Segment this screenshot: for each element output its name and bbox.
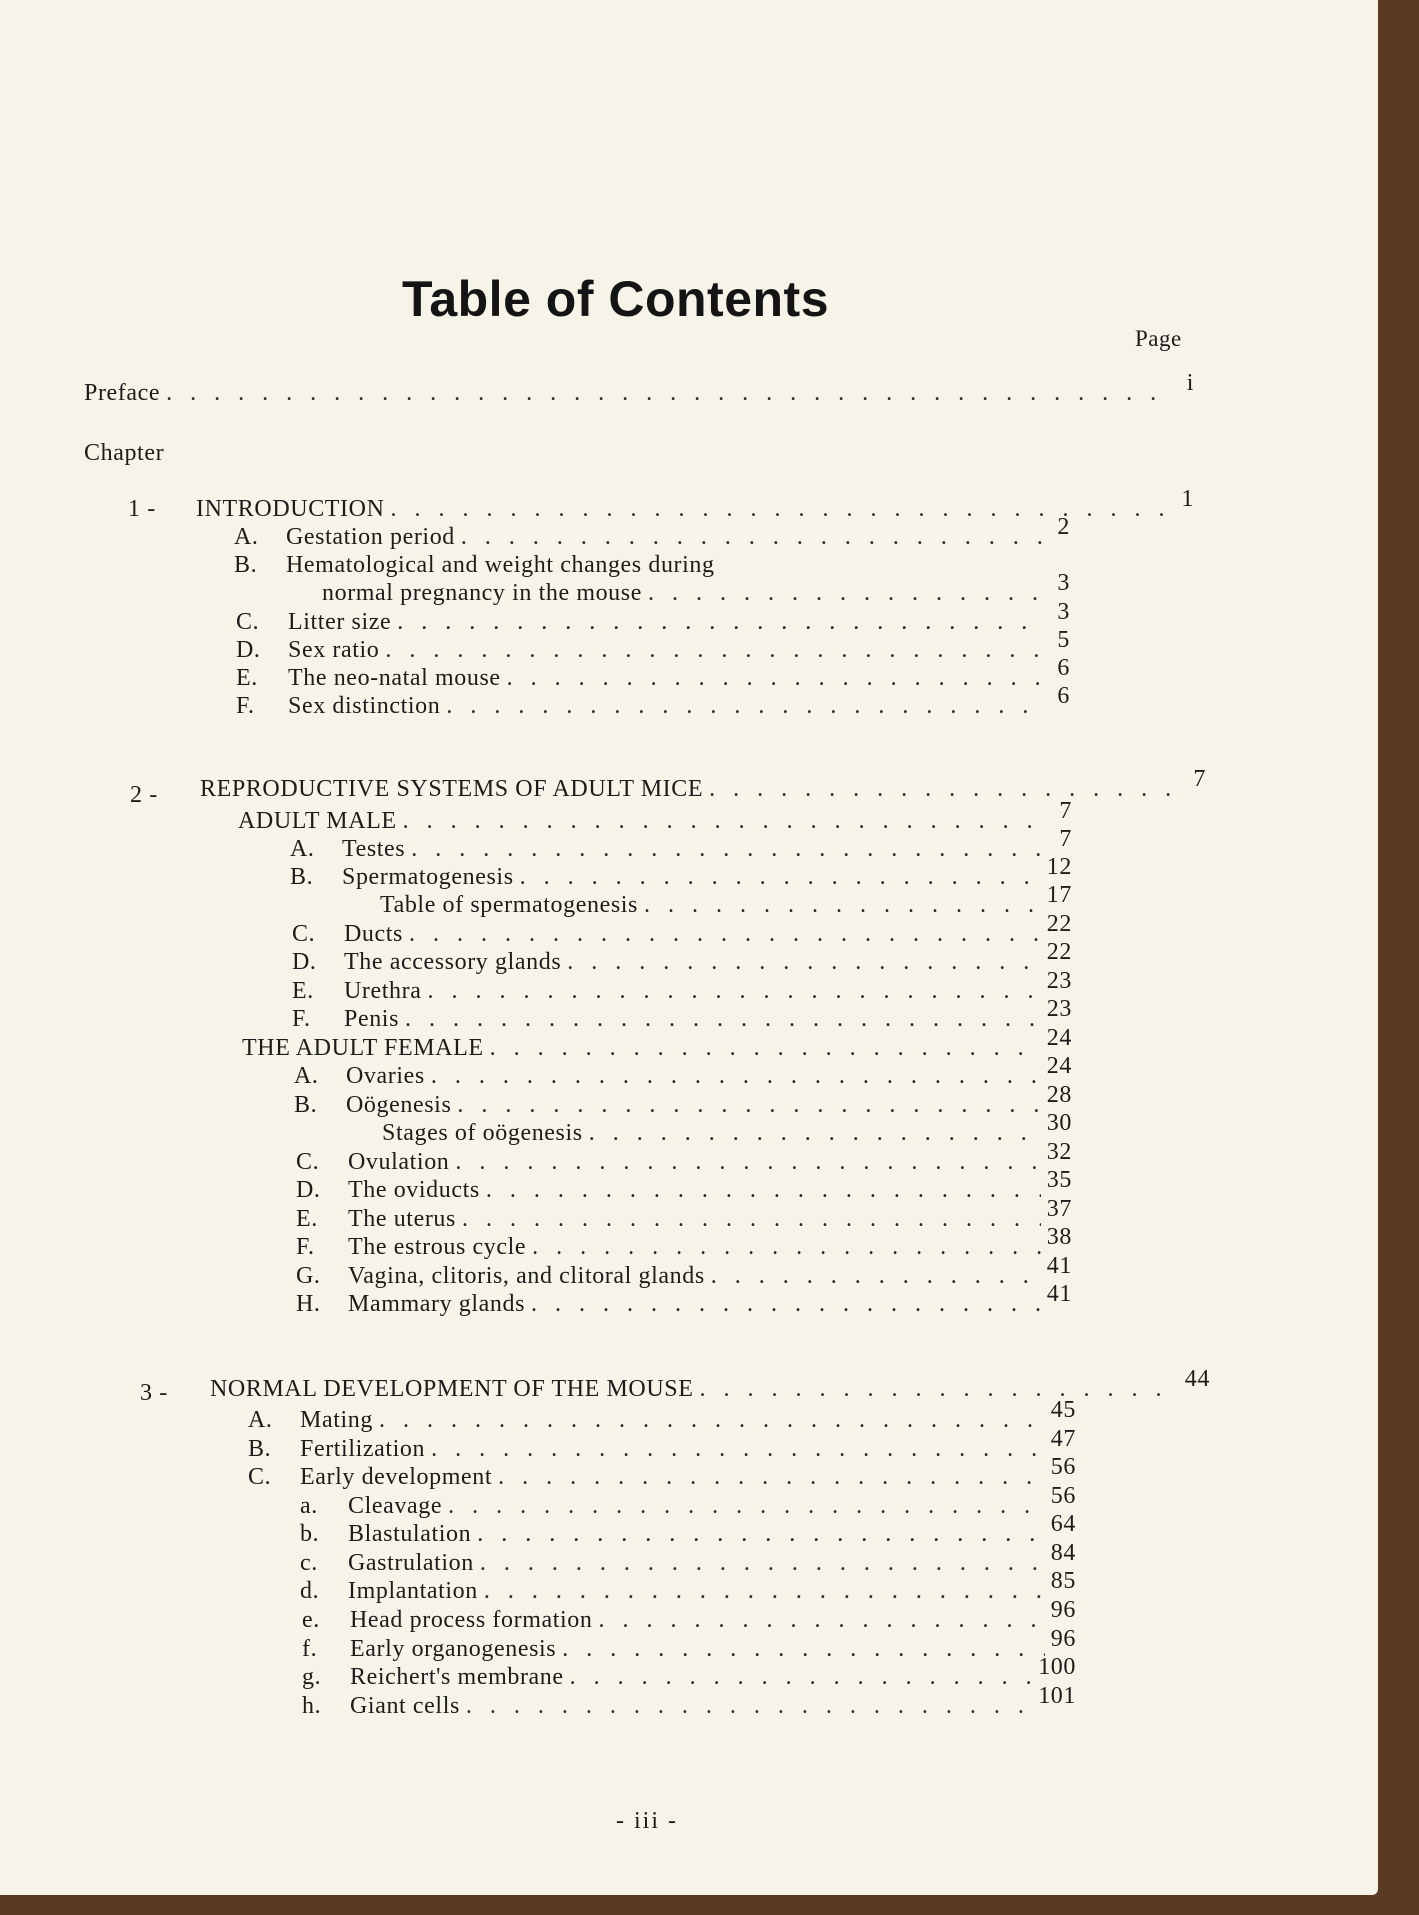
toc-label: Vagina, clitoris, and clitoral glands	[348, 1263, 705, 1289]
toc-marker: B.	[294, 1092, 318, 1118]
toc-label: Oögenesis	[346, 1092, 452, 1118]
dot-leader	[457, 1092, 1040, 1119]
toc-page-number: 45	[1050, 1397, 1076, 1423]
toc-page-number: 17	[1046, 882, 1072, 908]
dot-leader	[448, 1493, 1045, 1520]
toc-row	[238, 798, 1072, 835]
toc-label: The neo-natal mouse	[288, 665, 501, 691]
toc-row	[300, 1511, 1076, 1548]
toc-page-number: 38	[1046, 1224, 1072, 1250]
toc-marker: G.	[296, 1263, 321, 1289]
toc-row-chapter	[196, 486, 1194, 523]
toc-label: Mating	[300, 1407, 373, 1433]
toc-marker: h.	[302, 1693, 322, 1719]
toc-page-number: 24	[1046, 1053, 1072, 1079]
toc-row	[296, 1139, 1072, 1176]
dot-leader	[480, 1550, 1045, 1577]
page-title: Table of Contents	[402, 271, 830, 327]
toc-label: Giant cells	[350, 1693, 460, 1719]
dot-leader	[490, 1035, 1041, 1062]
toc-label: Early development	[300, 1464, 493, 1490]
toc-page-number: 56	[1050, 1483, 1076, 1509]
toc-label: Testes	[342, 836, 406, 862]
toc-row-preface	[84, 370, 1194, 407]
dot-leader	[507, 665, 1044, 692]
dot-leader	[403, 808, 1046, 835]
toc-label: Litter size	[288, 609, 392, 635]
toc-label: Spermatogenesis	[342, 864, 514, 890]
toc-label: Implantation	[348, 1578, 478, 1604]
toc-label: Preface	[84, 380, 161, 406]
toc-row	[290, 826, 1072, 863]
toc-page-number: 96	[1050, 1597, 1076, 1623]
toc-row	[236, 599, 1070, 636]
toc-label: Table of spermatogenesis	[380, 892, 638, 918]
toc-marker: E.	[292, 978, 314, 1004]
toc-row	[302, 1683, 1076, 1720]
dot-leader	[385, 637, 1044, 664]
toc-row	[292, 939, 1072, 976]
toc-label: Ovulation	[348, 1149, 450, 1175]
toc-page-number: 22	[1046, 911, 1072, 937]
toc-page-number: 100	[1038, 1654, 1076, 1680]
toc-label: Blastulation	[348, 1521, 472, 1547]
toc-label: Stages of oögenesis	[382, 1120, 583, 1146]
dot-leader	[700, 1376, 1179, 1403]
dot-leader	[644, 892, 1041, 919]
dot-leader	[166, 380, 1168, 407]
toc-marker: f.	[302, 1636, 318, 1662]
toc-page-number: 101	[1038, 1683, 1076, 1709]
toc-label: Head process formation	[350, 1607, 593, 1633]
toc-label: Reichert's membrane	[350, 1664, 564, 1690]
toc-row	[302, 1597, 1076, 1634]
toc-marker: B.	[234, 552, 258, 578]
toc-page-number: 41	[1046, 1253, 1072, 1279]
toc-label: INTRODUCTION	[196, 496, 385, 522]
toc-label: Cleavage	[348, 1493, 443, 1519]
toc-page-number: 64	[1050, 1511, 1076, 1537]
toc-marker: d.	[300, 1578, 320, 1604]
toc-marker: a.	[300, 1493, 318, 1519]
toc-label: Mammary glands	[348, 1291, 526, 1317]
toc-page-number: 35	[1046, 1167, 1072, 1193]
toc-label: Ovaries	[346, 1063, 425, 1089]
dot-leader	[520, 864, 1041, 891]
toc-page-number: 2	[1057, 514, 1070, 540]
toc-row	[248, 1397, 1076, 1434]
toc-row	[292, 911, 1072, 948]
toc-page-number: 23	[1046, 968, 1072, 994]
toc-page-number: i	[1186, 370, 1194, 396]
chapter-number: 3 -	[140, 1380, 168, 1406]
toc-row	[380, 882, 1072, 919]
toc-page-number: 32	[1046, 1139, 1072, 1165]
dot-leader	[461, 524, 1044, 551]
toc-marker: B.	[290, 864, 314, 890]
toc-page-number: 85	[1050, 1568, 1076, 1594]
toc-row	[296, 1224, 1072, 1261]
toc-row	[300, 1568, 1076, 1605]
toc-marker: A.	[234, 524, 259, 550]
dot-leader	[446, 693, 1044, 720]
toc-label: Gestation period	[286, 524, 455, 550]
toc-page-number: 5	[1057, 627, 1070, 653]
toc-page-number: 47	[1050, 1426, 1076, 1452]
toc-page-number: 6	[1057, 655, 1070, 681]
toc-marker: c.	[300, 1550, 318, 1576]
dot-leader	[709, 776, 1180, 803]
toc-row	[296, 1196, 1072, 1233]
toc-row	[236, 655, 1070, 692]
dot-leader	[428, 978, 1041, 1005]
toc-row	[302, 1654, 1076, 1691]
toc-page-number: 30	[1046, 1110, 1072, 1136]
toc-row	[248, 1426, 1076, 1463]
toc-marker: g.	[302, 1664, 322, 1690]
toc-marker: D.	[236, 637, 261, 663]
chapter-heading: Chapter	[84, 440, 165, 466]
dot-leader	[462, 1206, 1041, 1233]
page-column-header: Page	[1135, 326, 1182, 351]
toc-label: Early organogenesis	[350, 1636, 557, 1662]
dot-leader	[379, 1407, 1045, 1434]
toc-marker: A.	[290, 836, 315, 862]
page-footer-number: - iii -	[616, 1808, 678, 1834]
toc-page-number: 3	[1057, 570, 1070, 596]
toc-label: Sex ratio	[288, 637, 380, 663]
toc-label: Sex distinction	[288, 693, 441, 719]
toc-page-number: 96	[1050, 1626, 1076, 1652]
dot-leader	[486, 1177, 1041, 1204]
toc-label: ADULT MALE	[238, 808, 397, 834]
toc-row	[322, 570, 1070, 607]
toc-page-number: 28	[1046, 1082, 1072, 1108]
toc-row	[234, 514, 1070, 551]
toc-page-number: 84	[1050, 1540, 1076, 1566]
toc-marker: H.	[296, 1291, 321, 1317]
dot-leader	[570, 1664, 1033, 1691]
dot-leader	[466, 1693, 1032, 1720]
toc-marker: b.	[300, 1521, 320, 1547]
toc-marker: E.	[236, 665, 258, 691]
toc-marker: e.	[302, 1607, 320, 1633]
toc-page-number: 22	[1046, 939, 1072, 965]
dot-leader	[405, 1006, 1041, 1033]
toc-page-number: 56	[1050, 1454, 1076, 1480]
toc-page-number: 3	[1057, 599, 1070, 625]
dot-leader	[477, 1521, 1045, 1548]
dot-leader	[589, 1120, 1041, 1147]
toc-row	[300, 1483, 1076, 1520]
toc-row	[242, 1025, 1072, 1062]
dot-leader	[532, 1234, 1041, 1261]
toc-row	[292, 996, 1072, 1033]
toc-row	[296, 1167, 1072, 1204]
toc-label: The uterus	[348, 1206, 456, 1232]
toc-row	[236, 627, 1070, 664]
toc-label: Ducts	[344, 921, 403, 947]
toc-page-number: 1	[1181, 486, 1194, 512]
toc-marker: C.	[236, 609, 260, 635]
toc-page-number: 6	[1057, 683, 1070, 709]
toc-row	[296, 1253, 1072, 1290]
toc-label: normal pregnancy in the mouse	[322, 580, 642, 606]
toc-marker: F.	[296, 1234, 315, 1260]
toc-page-number: 23	[1046, 996, 1072, 1022]
toc-label: The accessory glands	[344, 949, 562, 975]
toc-marker: F.	[236, 693, 255, 719]
dot-leader	[648, 580, 1044, 607]
toc-row	[234, 552, 735, 579]
toc-marker: F.	[292, 1006, 311, 1032]
toc-marker: E.	[296, 1206, 318, 1232]
toc-label: THE ADULT FEMALE	[242, 1035, 484, 1061]
dot-leader	[455, 1149, 1040, 1176]
toc-marker: A.	[248, 1407, 273, 1433]
dot-leader	[711, 1263, 1041, 1290]
dot-leader	[598, 1607, 1044, 1634]
toc-page-number: 24	[1046, 1025, 1072, 1051]
toc-row	[292, 968, 1072, 1005]
toc-page-number: 41	[1046, 1281, 1072, 1307]
toc-label: Gastrulation	[348, 1550, 474, 1576]
toc-page-number: 44	[1184, 1366, 1210, 1392]
toc-label: The estrous cycle	[348, 1234, 527, 1260]
dot-leader	[431, 1063, 1041, 1090]
dot-leader	[567, 949, 1041, 976]
dot-leader	[562, 1636, 1045, 1663]
toc-marker: C.	[248, 1464, 272, 1490]
toc-marker: D.	[296, 1177, 321, 1203]
toc-row	[300, 1540, 1076, 1577]
chapter-number: 1 -	[128, 496, 156, 522]
toc-row	[236, 683, 1070, 720]
toc-page-number: 12	[1046, 854, 1072, 880]
dot-leader	[431, 1436, 1045, 1463]
toc-marker: D.	[292, 949, 317, 975]
toc-label: Penis	[344, 1006, 400, 1032]
dot-leader	[397, 609, 1044, 636]
dot-leader	[411, 836, 1046, 863]
toc-marker: C.	[292, 921, 316, 947]
toc-label: Fertilization	[300, 1436, 426, 1462]
dot-leader	[498, 1464, 1045, 1491]
toc-label: Hematological and weight changes during	[286, 552, 715, 578]
toc-row	[296, 1281, 1072, 1318]
dot-leader	[484, 1578, 1045, 1605]
dot-leader	[531, 1291, 1041, 1318]
toc-row	[294, 1082, 1072, 1119]
toc-label: Urethra	[344, 978, 422, 1004]
toc-row	[294, 1053, 1072, 1090]
toc-row	[382, 1110, 1072, 1147]
toc-page-number: 7	[1059, 826, 1072, 852]
toc-marker: A.	[294, 1063, 319, 1089]
toc-row	[248, 1454, 1076, 1491]
toc-label: REPRODUCTIVE SYSTEMS OF ADULT MICE	[200, 776, 704, 802]
toc-page-number: 37	[1046, 1196, 1072, 1222]
chapter-number: 2 -	[130, 782, 158, 808]
toc-marker: C.	[296, 1149, 320, 1175]
toc-marker: B.	[248, 1436, 272, 1462]
toc-row	[302, 1626, 1076, 1663]
toc-page-number: 7	[1193, 766, 1206, 792]
toc-row	[290, 854, 1072, 891]
toc-label: The oviducts	[348, 1177, 480, 1203]
dot-leader	[409, 921, 1041, 948]
toc-page-number: 7	[1059, 798, 1072, 824]
toc-label: NORMAL DEVELOPMENT OF THE MOUSE	[210, 1376, 694, 1402]
